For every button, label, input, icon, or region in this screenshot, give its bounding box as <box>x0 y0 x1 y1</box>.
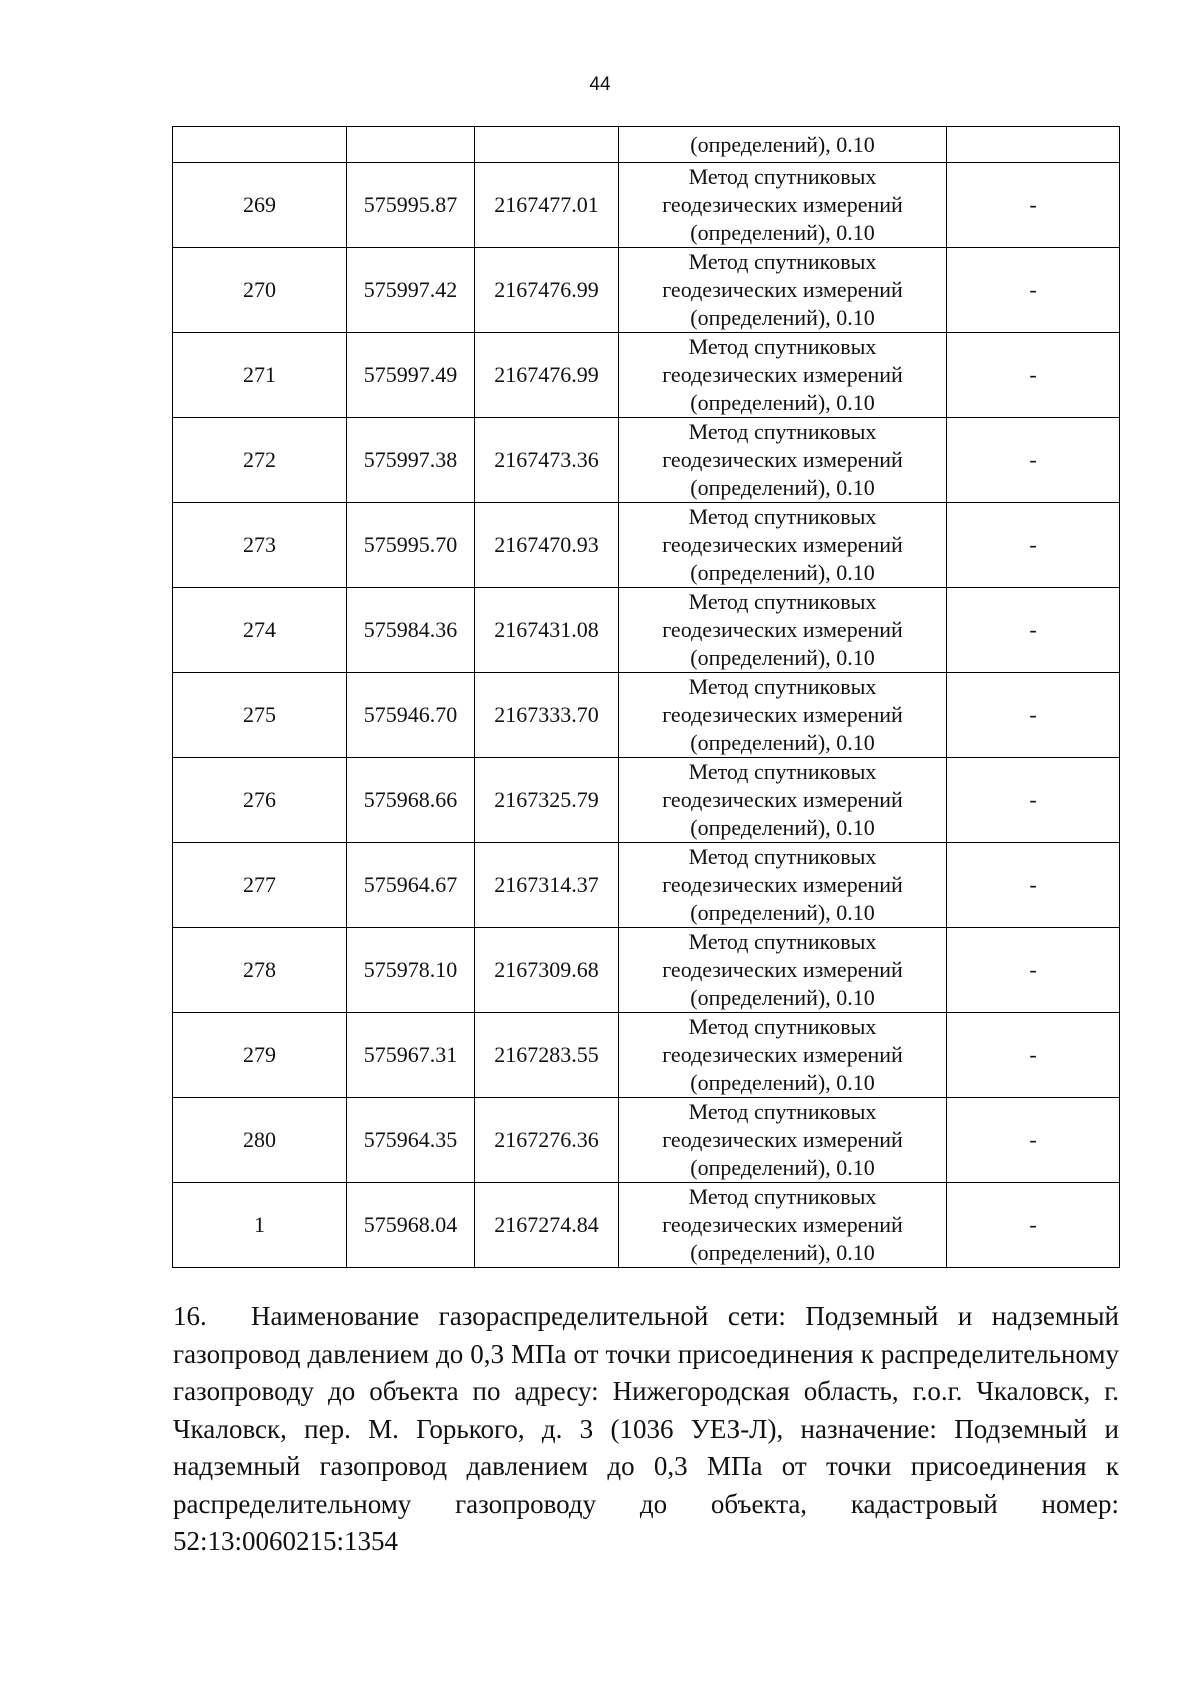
table-row <box>173 1013 1120 1098</box>
point-number-cell: 280 <box>173 1098 347 1183</box>
table-row <box>173 673 1120 758</box>
x-coordinate-cell: 575968.66 <box>347 758 475 843</box>
y-coordinate-cell: 2167309.68 <box>475 928 619 1013</box>
note-cell: - <box>947 418 1120 503</box>
point-number-cell: 272 <box>173 418 347 503</box>
method-line: (определений), 0.10 <box>690 475 875 500</box>
method-cell <box>619 928 947 1013</box>
x-coordinate-cell: 575997.38 <box>347 418 475 503</box>
point-number-cell: 277 <box>173 843 347 928</box>
section-paragraph <box>173 1298 1119 1561</box>
method-line: Метод спутниковых <box>688 1014 877 1039</box>
method-line: Метод спутниковых <box>688 334 877 359</box>
method-line: (определений), 0.10 <box>690 900 875 925</box>
table-row <box>173 418 1120 503</box>
note-cell: - <box>947 928 1120 1013</box>
method-line: (определений), 0.10 <box>690 1155 875 1180</box>
method-cell <box>619 127 947 163</box>
coordinates-table <box>172 126 1120 1268</box>
note-cell: - <box>947 1183 1120 1268</box>
x-coordinate-cell: 575997.42 <box>347 248 475 333</box>
note-cell <box>947 127 1120 163</box>
x-coordinate-cell: 575995.70 <box>347 503 475 588</box>
point-number-cell: 279 <box>173 1013 347 1098</box>
method-line: (определений), 0.10 <box>690 305 875 330</box>
method-cell <box>619 1183 947 1268</box>
section-number: 16. <box>173 1301 207 1331</box>
method-line: (определений), 0.10 <box>690 730 875 755</box>
method-line: геодезических измерений <box>662 617 903 642</box>
y-coordinate-cell: 2167473.36 <box>475 418 619 503</box>
method-line: (определений), 0.10 <box>690 1070 875 1095</box>
y-coordinate-cell: 2167470.93 <box>475 503 619 588</box>
x-coordinate-cell: 575964.67 <box>347 843 475 928</box>
note-cell: - <box>947 588 1120 673</box>
section-text: Наименование газораспределительной сети: Подземный и надземный газопровод давлением до 0,3 МПа от точки присоединения к распределительному газопроводу до объекта по адресу: Нижегородская область, г.о.г. Чкаловск, г. Чкаловск, пер. М. Горького, д. 3 (1036 УЕЗ-Л), назначение: Подземный и надземный газопровод давлением до 0,3 МПа от точки присоединения к распределительному газопроводу до объекта, кадастровый номер: 52:13:0060215:1354 <box>173 1301 1119 1556</box>
note-cell: - <box>947 333 1120 418</box>
method-line: геодезических измерений <box>662 447 903 472</box>
y-coordinate-cell: 2167274.84 <box>475 1183 619 1268</box>
method-cell <box>619 843 947 928</box>
note-cell: - <box>947 503 1120 588</box>
y-coordinate-cell: 2167431.08 <box>475 588 619 673</box>
table-row <box>173 1098 1120 1183</box>
note-cell: - <box>947 1013 1120 1098</box>
method-cell <box>619 758 947 843</box>
method-line: Метод спутниковых <box>688 929 877 954</box>
method-line: геодезических измерений <box>662 787 903 812</box>
method-line: геодезических измерений <box>662 532 903 557</box>
method-line: (определений), 0.10 <box>690 131 875 157</box>
table-row <box>173 588 1120 673</box>
x-coordinate-cell: 575946.70 <box>347 673 475 758</box>
method-line: Метод спутниковых <box>688 844 877 869</box>
table-row <box>173 248 1120 333</box>
point-number-cell: 271 <box>173 333 347 418</box>
method-cell <box>619 1098 947 1183</box>
method-line: геодезических измерений <box>662 872 903 897</box>
method-line: (определений), 0.10 <box>690 1240 875 1265</box>
method-cell <box>619 588 947 673</box>
point-number-cell: 270 <box>173 248 347 333</box>
table-row <box>173 127 1120 163</box>
point-number-cell: 269 <box>173 163 347 248</box>
table-row <box>173 758 1120 843</box>
y-coordinate-cell: 2167333.70 <box>475 673 619 758</box>
method-line: Метод спутниковых <box>688 419 877 444</box>
y-coordinate-cell <box>475 127 619 163</box>
method-cell <box>619 673 947 758</box>
method-line: Метод спутниковых <box>688 504 877 529</box>
method-cell <box>619 503 947 588</box>
method-line: геодезических измерений <box>662 192 903 217</box>
y-coordinate-cell: 2167476.99 <box>475 248 619 333</box>
page-number: 44 <box>589 74 611 95</box>
method-line: геодезических измерений <box>662 1127 903 1152</box>
x-coordinate-cell: 575967.31 <box>347 1013 475 1098</box>
method-line: Метод спутниковых <box>688 249 877 274</box>
method-line: геодезических измерений <box>662 1042 903 1067</box>
y-coordinate-cell: 2167314.37 <box>475 843 619 928</box>
method-cell <box>619 333 947 418</box>
method-line: (определений), 0.10 <box>690 220 875 245</box>
point-number-cell <box>173 127 347 163</box>
method-line: геодезических измерений <box>662 1212 903 1237</box>
x-coordinate-cell: 575968.04 <box>347 1183 475 1268</box>
point-number-cell: 278 <box>173 928 347 1013</box>
method-line: Метод спутниковых <box>688 1184 877 1209</box>
point-number-cell: 273 <box>173 503 347 588</box>
x-coordinate-cell: 575978.10 <box>347 928 475 1013</box>
method-line: Метод спутниковых <box>688 164 877 189</box>
table-row <box>173 503 1120 588</box>
method-line: геодезических измерений <box>662 957 903 982</box>
method-line: (определений), 0.10 <box>690 560 875 585</box>
note-cell: - <box>947 248 1120 333</box>
y-coordinate-cell: 2167276.36 <box>475 1098 619 1183</box>
point-number-cell: 276 <box>173 758 347 843</box>
x-coordinate-cell: 575964.35 <box>347 1098 475 1183</box>
x-coordinate-cell: 575984.36 <box>347 588 475 673</box>
note-cell: - <box>947 673 1120 758</box>
method-line: Метод спутниковых <box>688 589 877 614</box>
y-coordinate-cell: 2167325.79 <box>475 758 619 843</box>
note-cell: - <box>947 758 1120 843</box>
method-line: геодезических измерений <box>662 362 903 387</box>
method-line: Метод спутниковых <box>688 1099 877 1124</box>
method-line: геодезических измерений <box>662 277 903 302</box>
table-row <box>173 928 1120 1013</box>
point-number-cell: 274 <box>173 588 347 673</box>
method-line: Метод спутниковых <box>688 674 877 699</box>
y-coordinate-cell: 2167283.55 <box>475 1013 619 1098</box>
note-cell: - <box>947 163 1120 248</box>
method-line: (определений), 0.10 <box>690 645 875 670</box>
x-coordinate-cell: 575995.87 <box>347 163 475 248</box>
table-row <box>173 333 1120 418</box>
method-line: (определений), 0.10 <box>690 815 875 840</box>
method-cell <box>619 1013 947 1098</box>
table-row <box>173 163 1120 248</box>
table-row <box>173 1183 1120 1268</box>
method-line: Метод спутниковых <box>688 759 877 784</box>
x-coordinate-cell <box>347 127 475 163</box>
note-cell: - <box>947 1098 1120 1183</box>
method-line: (определений), 0.10 <box>690 390 875 415</box>
point-number-cell: 275 <box>173 673 347 758</box>
point-number-cell: 1 <box>173 1183 347 1268</box>
note-cell: - <box>947 843 1120 928</box>
x-coordinate-cell: 575997.49 <box>347 333 475 418</box>
method-line: геодезических измерений <box>662 702 903 727</box>
method-cell <box>619 163 947 248</box>
coordinates-table-body <box>173 127 1120 1268</box>
y-coordinate-cell: 2167477.01 <box>475 163 619 248</box>
method-cell <box>619 418 947 503</box>
table-row <box>173 843 1120 928</box>
y-coordinate-cell: 2167476.99 <box>475 333 619 418</box>
method-cell <box>619 248 947 333</box>
method-line: (определений), 0.10 <box>690 985 875 1010</box>
